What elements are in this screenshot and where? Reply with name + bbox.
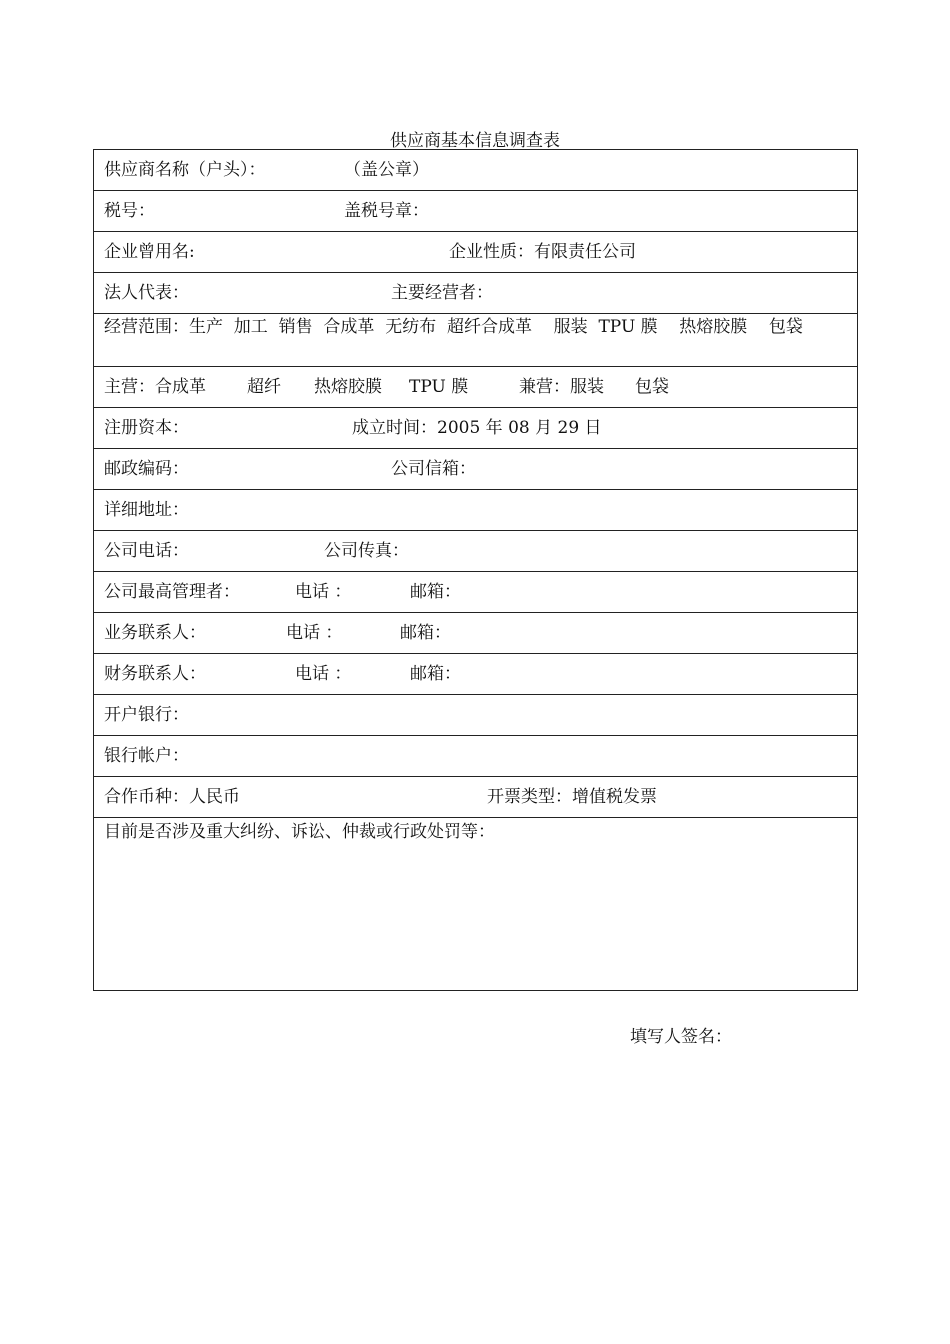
business-contact-cell[interactable] xyxy=(94,613,858,654)
tax-number-label: 税号： xyxy=(104,201,155,221)
business-scope-label: 经营范围： xyxy=(104,317,189,337)
company-email-label: 公司信箱： xyxy=(391,459,476,479)
row-top-manager xyxy=(94,572,858,613)
main-operator-label: 主要经营者： xyxy=(391,283,493,303)
currency-label: 合作币种： xyxy=(104,787,189,807)
phone-cell[interactable] xyxy=(94,531,858,572)
row-account xyxy=(94,736,858,777)
row-scope xyxy=(94,314,858,367)
row-capital xyxy=(94,408,858,449)
legal-rep-label: 法人代表： xyxy=(104,283,189,303)
address-label: 详细地址： xyxy=(104,500,189,520)
capital-cell[interactable] xyxy=(94,408,858,449)
former-name-cell[interactable] xyxy=(94,232,858,273)
tax-cell[interactable] xyxy=(94,191,858,232)
postal-code-label: 邮政编码： xyxy=(104,459,189,479)
finance-contact-label: 财务联系人： xyxy=(104,664,206,684)
invoice-type-value: 增值税发票 xyxy=(572,787,657,807)
finance-contact-cell[interactable] xyxy=(94,654,858,695)
supplier-name-label: 供应商名称（户头）： xyxy=(104,160,266,180)
main-business-item: 合成革 xyxy=(155,377,206,397)
main-business-cell[interactable] xyxy=(94,367,858,408)
postal-cell[interactable] xyxy=(94,449,858,490)
bank-cell[interactable] xyxy=(94,695,858,736)
bank-label: 开户银行： xyxy=(104,705,189,725)
supplier-info-table xyxy=(93,149,858,991)
bank-account-label: 银行帐户： xyxy=(104,746,189,766)
enterprise-nature-label: 企业性质： xyxy=(449,242,534,262)
row-supplier-name xyxy=(94,150,858,191)
main-business-label: 主营： xyxy=(104,377,155,397)
signature-label[interactable]: 填写人签名： xyxy=(630,1027,732,1047)
row-address xyxy=(94,490,858,531)
registered-capital-label: 注册资本： xyxy=(104,418,189,438)
form-title: 供应商基本信息调查表 xyxy=(390,131,560,151)
finance-contact-phone-label: 电话 ： xyxy=(295,664,352,684)
row-bank xyxy=(94,695,858,736)
top-manager-email-label: 邮箱： xyxy=(410,582,461,602)
row-phone xyxy=(94,531,858,572)
side-business-item: 服装 xyxy=(570,377,604,397)
main-business-item: 超纤 xyxy=(247,377,281,397)
currency-cell[interactable] xyxy=(94,777,858,818)
side-business-item: 包袋 xyxy=(635,377,669,397)
business-contact-phone-label: 电话 ： xyxy=(286,623,343,643)
supplier-name-cell[interactable] xyxy=(94,150,858,191)
former-name-label: 企业曾用名: xyxy=(104,242,195,262)
top-manager-phone-label: 电话 ： xyxy=(295,582,352,602)
invoice-type-label: 开票类型： xyxy=(487,787,572,807)
business-scope-value: 生产 加工 销售 合成革 无纺布 超纤合成革 服装 TPU 膜 热熔胶膜 包袋 xyxy=(189,317,803,337)
row-postal xyxy=(94,449,858,490)
row-currency xyxy=(94,777,858,818)
enterprise-nature-value: 有限责任公司 xyxy=(534,242,636,262)
side-business-label: 兼营： xyxy=(519,377,570,397)
row-tax xyxy=(94,191,858,232)
legal-rep-cell[interactable] xyxy=(94,273,858,314)
row-finance-contact xyxy=(94,654,858,695)
company-seal-note: （盖公章） xyxy=(344,160,429,180)
business-contact-label: 业务联系人： xyxy=(104,623,206,643)
top-manager-label: 公司最高管理者： xyxy=(104,582,240,602)
disputes-cell[interactable] xyxy=(94,818,858,991)
account-cell[interactable] xyxy=(94,736,858,777)
business-contact-email-label: 邮箱： xyxy=(400,623,451,643)
finance-contact-email-label: 邮箱： xyxy=(410,664,461,684)
address-cell[interactable] xyxy=(94,490,858,531)
row-business-contact xyxy=(94,613,858,654)
top-manager-cell[interactable] xyxy=(94,572,858,613)
row-disputes xyxy=(94,818,858,991)
currency-value: 人民币 xyxy=(189,787,240,807)
tax-stamp-label: 盖税号章： xyxy=(344,201,429,221)
row-main-business xyxy=(94,367,858,408)
company-fax-label: 公司传真： xyxy=(324,541,409,561)
row-legal-rep xyxy=(94,273,858,314)
company-phone-label: 公司电话： xyxy=(104,541,189,561)
established-label: 成立时间： xyxy=(352,418,437,438)
scope-cell[interactable] xyxy=(94,314,858,367)
main-business-item: 热熔胶膜 xyxy=(314,377,382,397)
disputes-label: 目前是否涉及重大纠纷、诉讼、仲裁或行政处罚等： xyxy=(104,822,495,842)
established-value: 2005 年 08 月 29 日 xyxy=(437,418,602,438)
main-business-item: TPU 膜 xyxy=(409,377,469,397)
row-former-name xyxy=(94,232,858,273)
